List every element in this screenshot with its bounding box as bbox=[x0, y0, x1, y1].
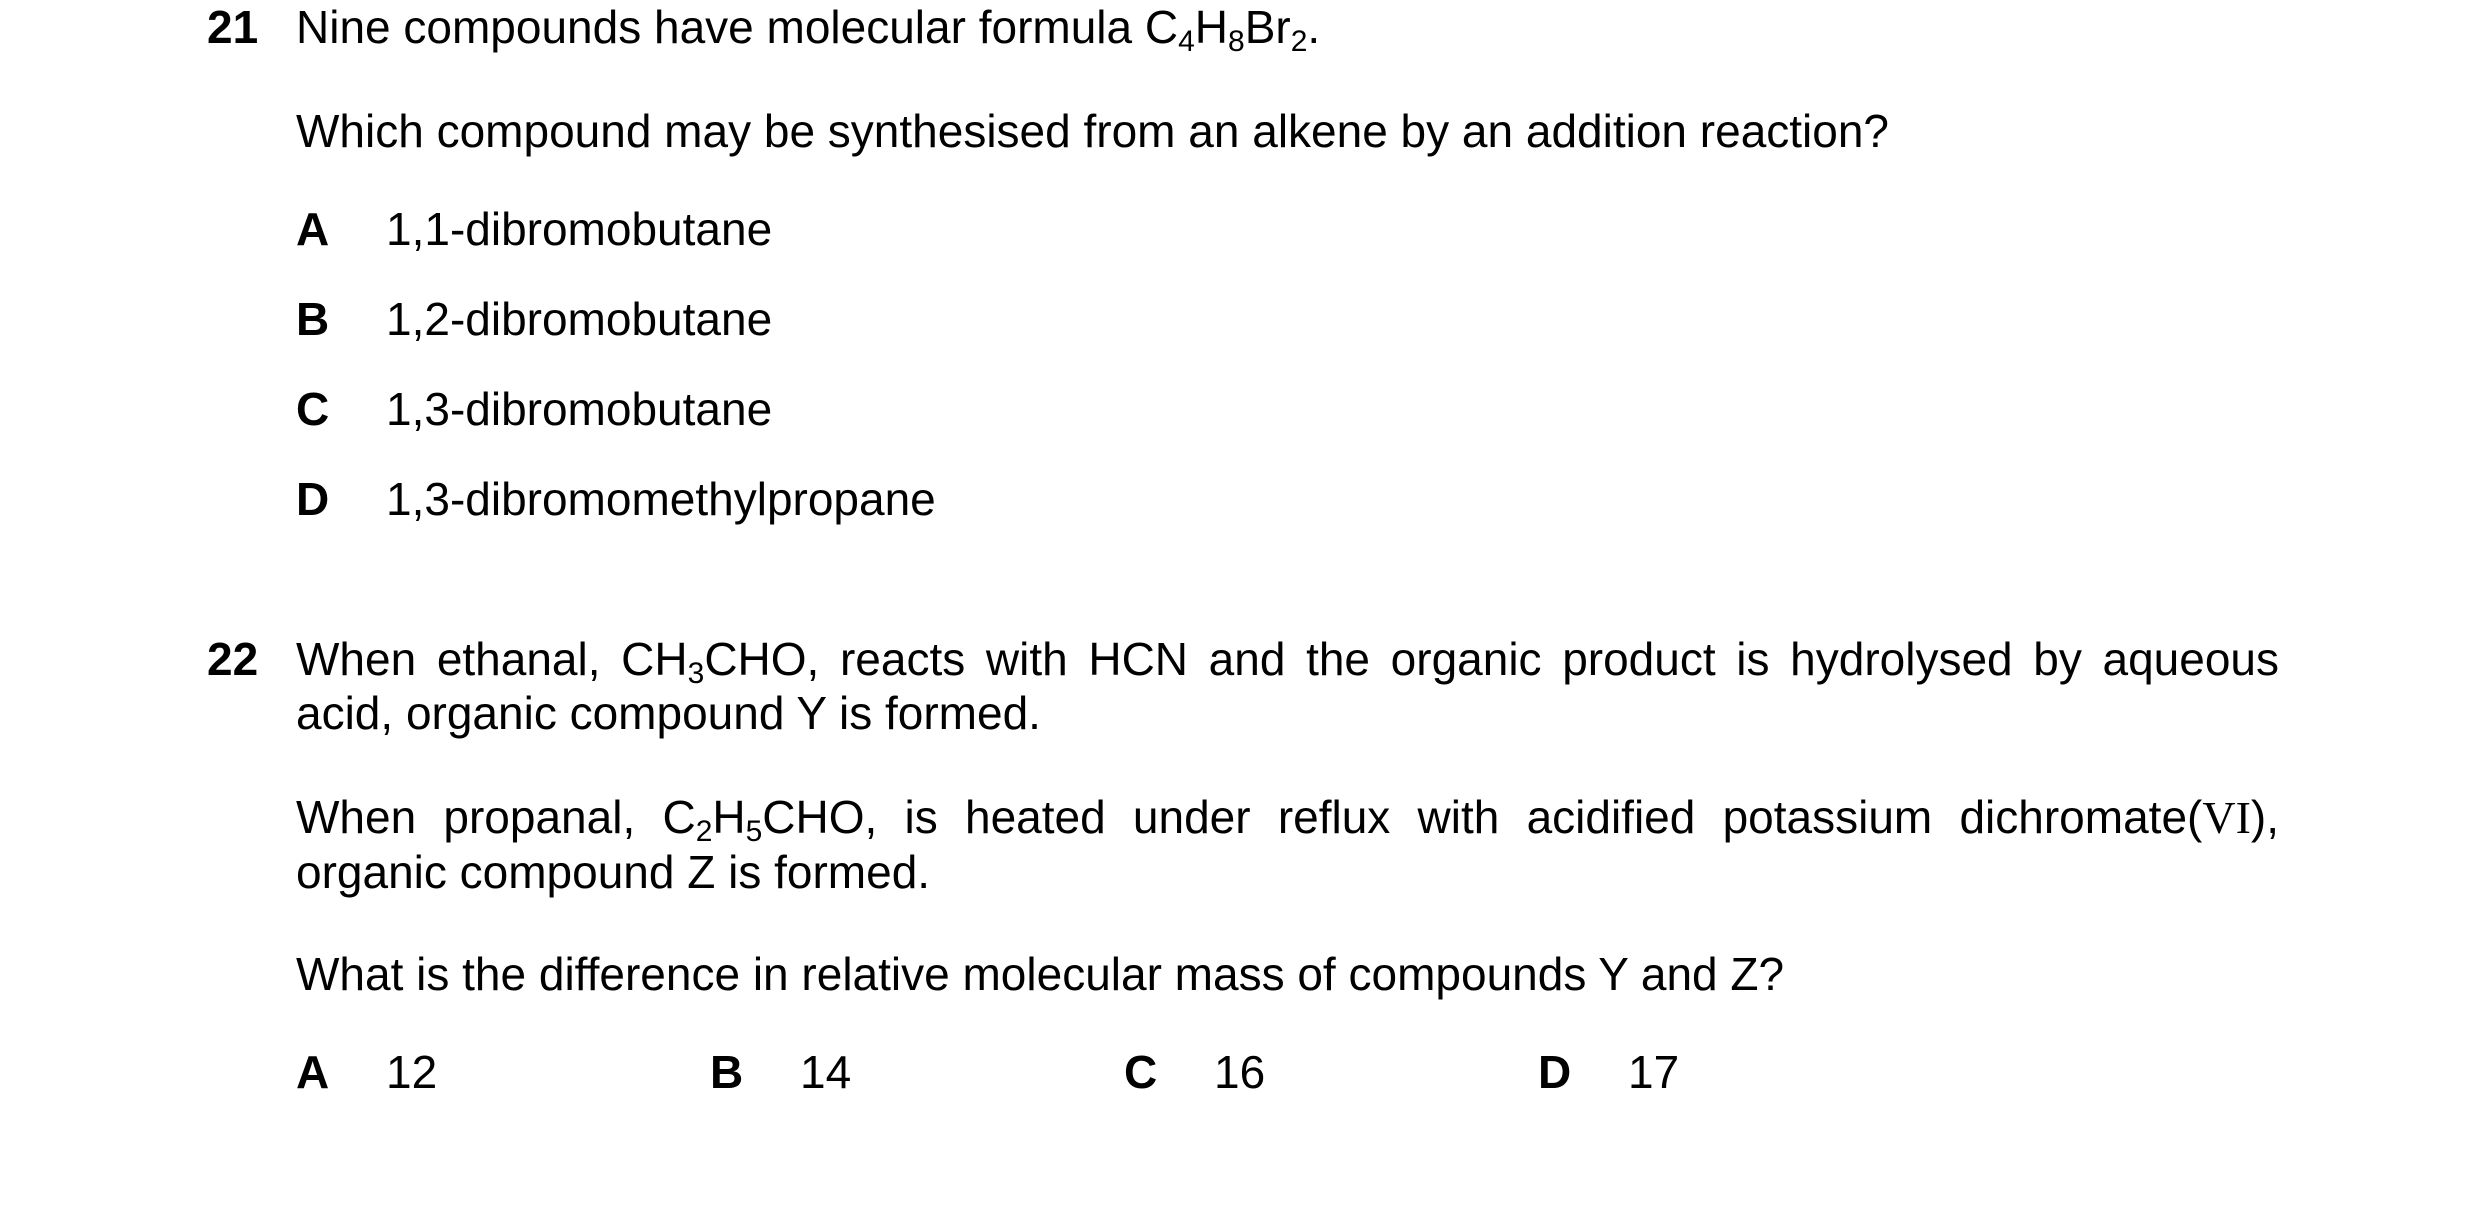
option-d-text: 17 bbox=[1628, 1046, 1680, 1098]
option-c-letter: C bbox=[296, 383, 330, 435]
option-c-text: 1,3-dibromobutane bbox=[386, 383, 773, 435]
question-22-number: 22 bbox=[207, 633, 259, 685]
question-22-paragraph-1: When ethanal, $CH_3CHO$, reacts with HCN and the organic product is hydrolysed by aqueous acid, organic compound Y is formed. bbox=[296, 633, 2279, 739]
option-b-text: 14 bbox=[800, 1046, 852, 1098]
option-d-letter: D bbox=[296, 473, 330, 525]
option-a-text: 12 bbox=[386, 1046, 438, 1098]
option-b-letter: B bbox=[710, 1046, 744, 1098]
option-b-letter: B bbox=[296, 293, 330, 345]
option-d-letter: D bbox=[1538, 1046, 1572, 1098]
question-21-number: 21 bbox=[207, 1, 259, 53]
option-b-text: 1,2-dibromobutane bbox=[386, 293, 773, 345]
option-a-letter: A bbox=[296, 203, 330, 255]
question-21-prompt: Which compound may be synthesised from an alkene by an addition reaction? bbox=[296, 105, 1890, 157]
option-a-letter: A bbox=[296, 1046, 330, 1098]
option-a-text: 1,1-dibromobutane bbox=[386, 203, 773, 255]
option-d-text: 1,3-dibromomethylpropane bbox=[386, 473, 936, 525]
question-22-prompt: What is the difference in relative molecular mass of compounds Y and Z? bbox=[296, 948, 1785, 1000]
question-22-paragraph-2: When propanal, $C_2H_5CHO$, is heated under reflux with acidified potassium dichromate(VI), organic compound Z is formed. bbox=[296, 791, 2280, 898]
option-c-text: 16 bbox=[1214, 1046, 1266, 1098]
option-c-letter: C bbox=[1124, 1046, 1158, 1098]
question-21-stem: Nine compounds have molecular formula $C_4H_8Br_2$. bbox=[296, 1, 1321, 58]
